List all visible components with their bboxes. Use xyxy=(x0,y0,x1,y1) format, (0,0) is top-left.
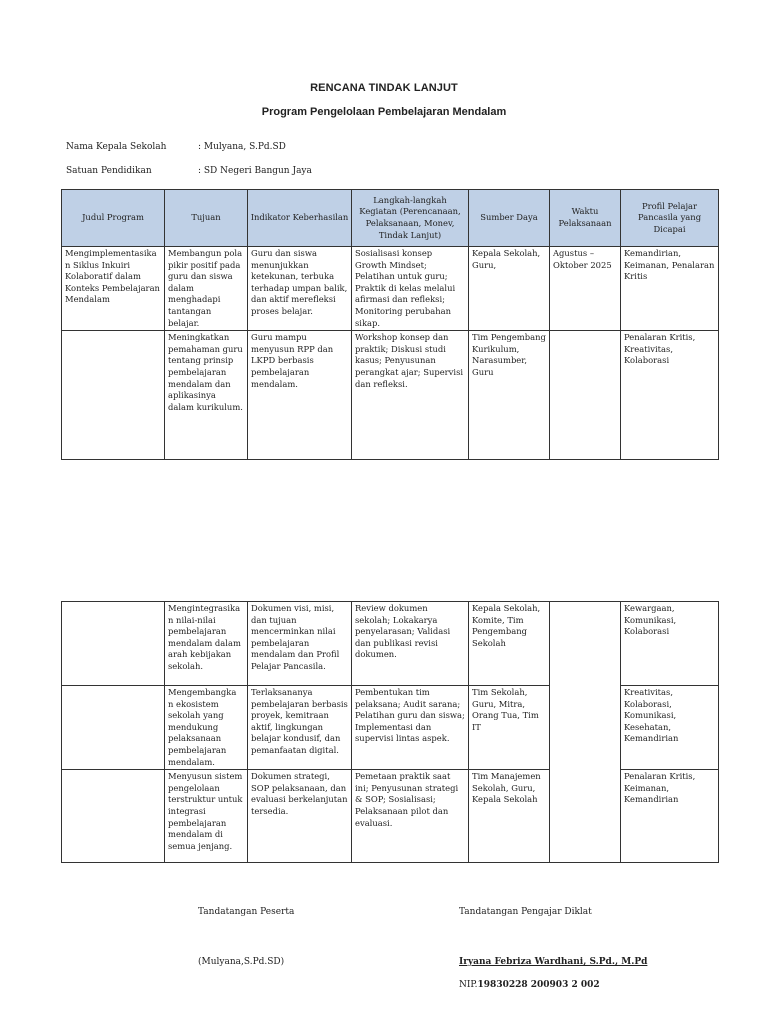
table-cell xyxy=(62,686,165,770)
table-row xyxy=(62,247,719,331)
table-cell: Guru mampu menyusun RPP dan LKPD berbasis pembelajaran mendalam. xyxy=(248,331,352,460)
table-cell: Terlaksananya pembelajaran berbasis proyek, kemitraan aktif, lingkungan belajar kondusif, dan pemanfaatan digital. xyxy=(248,686,352,770)
table-cell: Pembentukan tim pelaksana; Audit sarana; Pelatihan guru dan siswa; Implementasi dan supervisi lintas aspek. xyxy=(352,686,469,770)
table-cell: Mengintegrasika n nilai-nilai pembelajaran mendalam dalam arah kebijakan sekolah. xyxy=(165,602,248,686)
table-cell: Membangun pola pikir positif pada guru dan siswa dalam menghadapi tantangan belajar. xyxy=(165,247,248,331)
header-langkah: Langkah-langkah Kegiatan (Perencanaan, Pelaksanaan, Monev, Tindak Lanjut) xyxy=(352,190,469,247)
table-cell: Workshop konsep dan praktik; Diskusi studi kasus; Penyusunan perangkat ajar; Supervisi dan refleksi. xyxy=(352,331,469,460)
table-cell xyxy=(550,331,621,460)
signature-participant-label: Tandatangan Peserta xyxy=(198,907,295,917)
document-title: RENCANA TINDAK LANJUT xyxy=(310,82,458,94)
nip-prefix: NIP. xyxy=(459,980,478,990)
table-cell: Penalaran Kritis, Keimanan, Kemandirian xyxy=(621,770,719,863)
info-label-school: Satuan Pendidikan xyxy=(66,166,152,176)
table-cell: Tim Pengembang Kurikulum, Narasumber, Guru xyxy=(469,331,550,460)
table-cell xyxy=(62,770,165,863)
table-header-row xyxy=(62,190,719,247)
table-cell: Tim Manajemen Sekolah, Guru, Kepala Sekolah xyxy=(469,770,550,863)
table-cell: Kewargaan, Komunikasi, Kolaborasi xyxy=(621,602,719,686)
nip-value: 19830228 200903 2 002 xyxy=(477,980,600,990)
table-cell: Sosialisasi konsep Growth Mindset; Pelatihan untuk guru; Praktik di kelas melalui afirmasi dan refleksi; Monitoring perubahan sikap. xyxy=(352,247,469,331)
table-row xyxy=(62,331,719,460)
table-cell: Dokumen strategi, SOP pelaksanaan, dan evaluasi berkelanjutan tersedia. xyxy=(248,770,352,863)
table-cell: Penalaran Kritis, Kreativitas, Kolaborasi xyxy=(621,331,719,460)
table-cell xyxy=(62,602,165,686)
table-cell: Agustus – Oktober 2025 xyxy=(550,247,621,331)
header-sumber-daya: Sumber Daya xyxy=(469,190,550,247)
info-label-principal: Nama Kepala Sekolah xyxy=(66,142,167,152)
table-cell: Kepala Sekolah, Komite, Tim Pengembang Sekolah xyxy=(469,602,550,686)
document-subtitle: Program Pengelolaan Pembelajaran Mendalam xyxy=(261,106,507,118)
table-cell: Review dokumen sekolah; Lokakarya penyelarasan; Validasi dan publikasi revisi dokumen. xyxy=(352,602,469,686)
table-cell: Mengembangka n ekosistem sekolah yang mendukung pelaksanaan pembelajaran mendalam. xyxy=(165,686,248,770)
table-cell: Meningkatkan pemahaman guru tentang prinsip pembelajaran mendalam dan aplikasinya dalam kurikulum. xyxy=(165,331,248,460)
instructor-nip xyxy=(459,980,600,990)
table-cell: Dokumen visi, misi, dan tujuan mencerminkan nilai pembelajaran mendalam dan Profil Pelajar Pancasila. xyxy=(248,602,352,686)
signature-instructor-label: Tandatangan Pengajar Diklat xyxy=(459,907,592,917)
table-cell xyxy=(62,331,165,460)
table-cell: Kemandirian, Keimanan, Penalaran Kritis xyxy=(621,247,719,331)
header-waktu: Waktu Pelaksanaan xyxy=(550,190,621,247)
header-judul-program: Judul Program xyxy=(62,190,165,247)
table-cell: Pemetaan praktik saat ini; Penyusunan strategi & SOP; Sosialisasi; Pelaksanaan pilot dan evaluasi. xyxy=(352,770,469,863)
table-cell: Mengimplementasika n Siklus Inkuiri Kolaboratif dalam Konteks Pembelajaran Mendalam xyxy=(62,247,165,331)
table-cell: Tim Sekolah, Guru, Mitra, Orang Tua, Tim IT xyxy=(469,686,550,770)
table-cell: Guru dan siswa menunjukkan ketekunan, terbuka terhadap umpan balik, dan aktif merefleksi proses belajar. xyxy=(248,247,352,331)
plan-table-page2 xyxy=(61,601,719,863)
table-cell xyxy=(550,602,621,863)
table-row xyxy=(62,686,719,770)
header-indikator: Indikator Keberhasilan xyxy=(248,190,352,247)
signature-instructor-name: Iryana Febriza Wardhani, S.Pd., M.Pd xyxy=(459,957,648,967)
table-row xyxy=(62,770,719,863)
table-cell: Kreativitas, Kolaborasi, Komunikasi, Kesehatan, Kemandirian xyxy=(621,686,719,770)
header-tujuan: Tujuan xyxy=(165,190,248,247)
header-profil: Profil Pelajar Pancasila yang Dicapai xyxy=(621,190,719,247)
table-cell: Menyusun sistem pengelolaan terstruktur untuk integrasi pembelajaran mendalam di semua jenjang. xyxy=(165,770,248,863)
table-row xyxy=(62,602,719,686)
plan-table-page1 xyxy=(61,189,719,460)
table-cell: Kepala Sekolah, Guru, xyxy=(469,247,550,331)
info-value-principal: : Mulyana, S.Pd.SD xyxy=(198,142,286,152)
signature-participant-name: (Mulyana,S.Pd.SD) xyxy=(198,957,285,967)
info-value-school: : SD Negeri Bangun Jaya xyxy=(198,166,312,176)
